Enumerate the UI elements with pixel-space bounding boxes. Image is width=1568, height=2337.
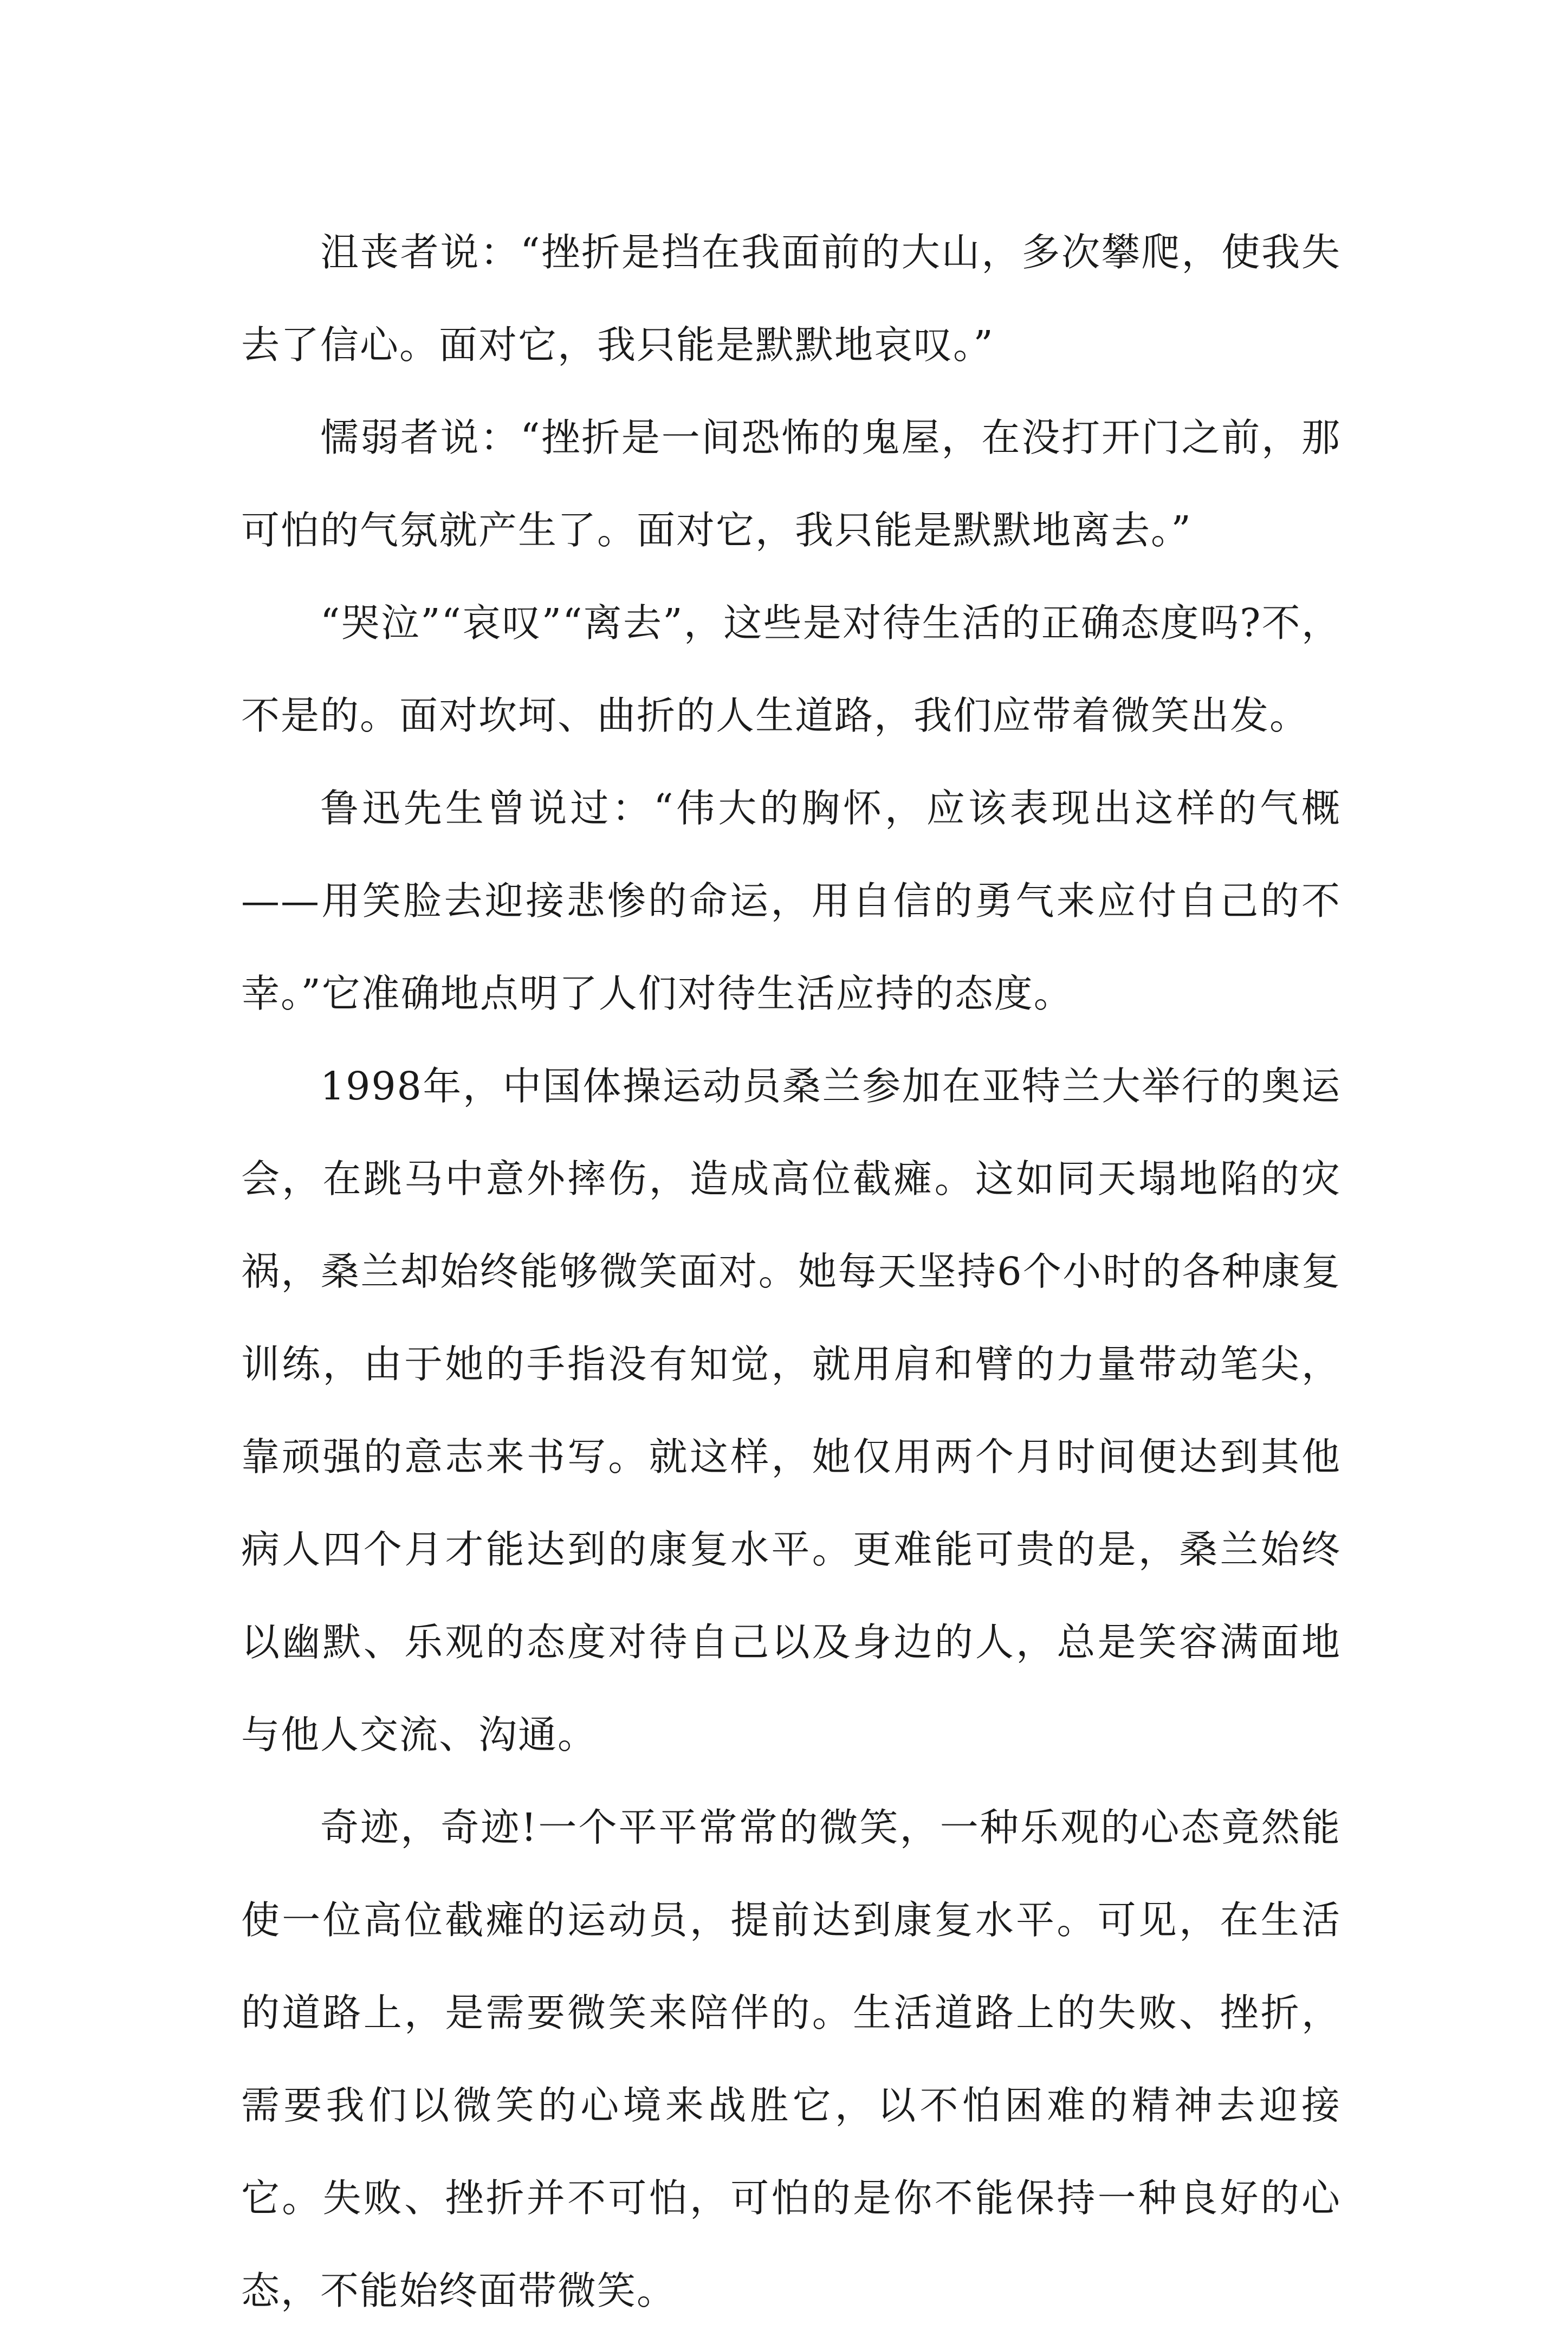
paragraph-dejected-speaker: 沮丧者说：“挫折是挡在我面前的大山，多次攀爬，使我失去了信心。面对它，我只能是默默地哀叹。”: [241, 230, 1341, 367]
document-body: [241, 206, 1341, 2337]
paragraph-sang-lan-story: 1998年，中国体操运动员桑兰参加在亚特兰大举行的奥运会，在跳马中意外摔伤，造成高位截瘫。这如同天塌地陷的灾祸，桑兰却始终能够微笑面对。她每天坚持6个小时的各种康复训练，由于她的手指没有知觉，就用肩和臂的力量带动笔尖，靠顽强的意志来书写。就这样，她仅用两个月时间便达到其他病人四个月才能达到的康复水平。更难能可贵的是，桑兰始终以幽默、乐观的态度对待自己以及身边的人，总是笑容满面地与他人交流、沟通。: [241, 1064, 1341, 1757]
paragraph-conclusion: 奇迹，奇迹!一个平平常常的微笑，一种乐观的心态竟然能使一位高位截瘫的运动员，提前达到康复水平。可见，在生活的道路上，是需要微笑来陪伴的。生活道路上的失败、挫折，需要我们以微笑的心境来战胜它，以不怕困难的精神去迎接它。失败、挫折并不可怕，可怕的是你不能保持一种良好的心态，不能始终面带微笑。: [241, 1805, 1341, 2313]
paragraph-timid-speaker: 懦弱者说：“挫折是一间恐怖的鬼屋，在没打开门之前，那可怕的气氛就产生了。面对它，我只能是默默地离去。”: [241, 415, 1341, 553]
paragraph-correct-attitude: “哭泣”“哀叹”“离去”，这些是对待生活的正确态度吗?不，不是的。面对坎坷、曲折的人生道路，我们应带着微笑出发。: [241, 600, 1341, 738]
paragraph-lu-xun-quote: 鲁迅先生曾说过：“伟大的胸怀，应该表现出这样的气概——用笑脸去迎接悲惨的命运，用自信的勇气来应付自己的不幸。”它准确地点明了人们对待生活应持的态度。: [241, 786, 1341, 1016]
